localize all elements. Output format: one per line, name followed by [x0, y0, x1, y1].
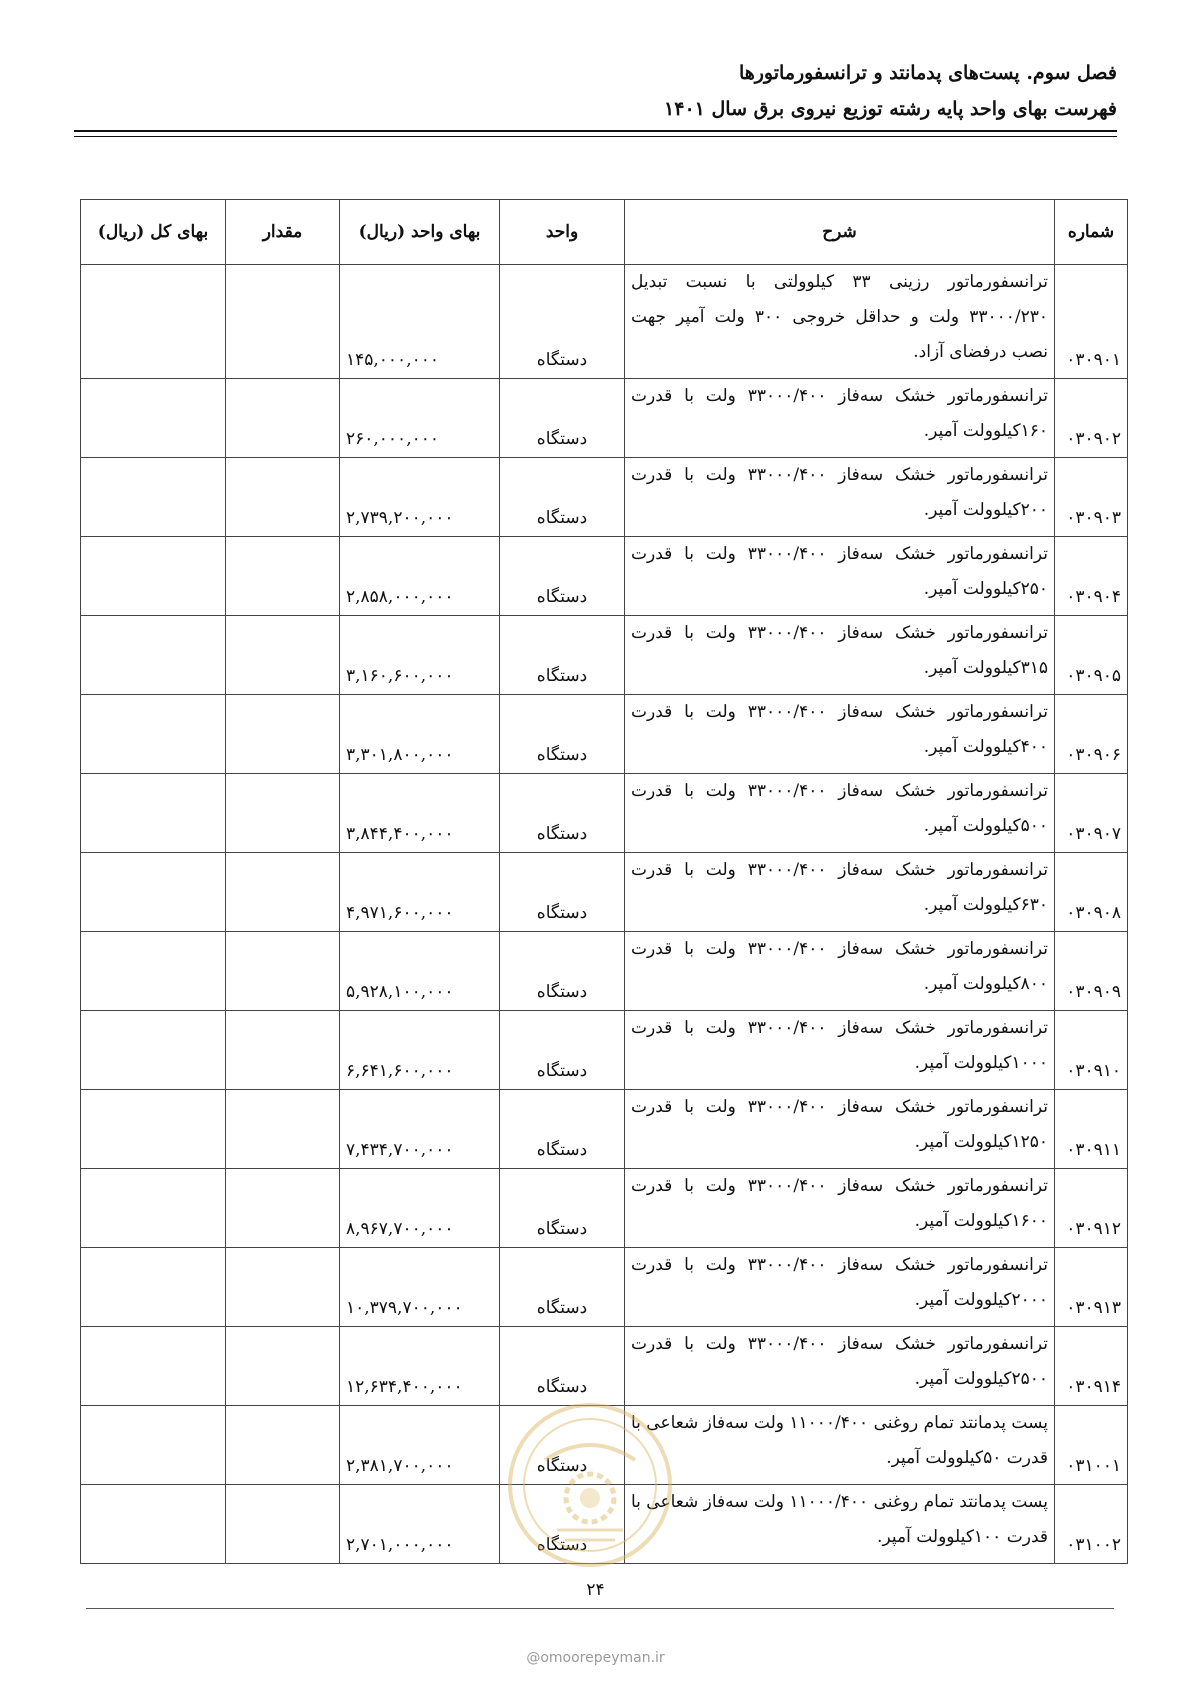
cell-quantity — [226, 774, 340, 853]
cell-unit: دستگاه — [500, 458, 625, 537]
table-row — [81, 1327, 1128, 1406]
cell-description: ترانسفورماتور خشک سه‌فاز ۳۳۰۰۰/۴۰۰ ولت با قدرت ۱۲۵۰کیلوولت آمپر. — [625, 1090, 1055, 1169]
table-row — [81, 537, 1128, 616]
cell-unit: دستگاه — [500, 1011, 625, 1090]
cell-description: ترانسفورماتور خشک سه‌فاز ۳۳۰۰۰/۴۰۰ ولت با قدرت ۲۰۰۰کیلوولت آمپر. — [625, 1248, 1055, 1327]
cell-description: ترانسفورماتور خشک سه‌فاز ۳۳۰۰۰/۴۰۰ ولت با قدرت ۵۰۰کیلوولت آمپر. — [625, 774, 1055, 853]
cell-description: پست پدمانتد تمام روغنی ۱۱۰۰۰/۴۰۰ ولت سه‌فاز شعاعی با قدرت ۱۰۰کیلوولت آمپر. — [625, 1485, 1055, 1564]
cell-description: ترانسفورماتور خشک سه‌فاز ۳۳۰۰۰/۴۰۰ ولت با قدرت ۳۱۵کیلوولت آمپر. — [625, 616, 1055, 695]
cell-unit: دستگاه — [500, 853, 625, 932]
cell-quantity — [226, 616, 340, 695]
cell-total-price — [81, 379, 226, 458]
cell-description: ترانسفورماتور خشک سه‌فاز ۳۳۰۰۰/۴۰۰ ولت با قدرت ۱۰۰۰کیلوولت آمپر. — [625, 1011, 1055, 1090]
table-row — [81, 774, 1128, 853]
cell-total-price — [81, 853, 226, 932]
table-row — [81, 1011, 1128, 1090]
footer-divider — [86, 1608, 1114, 1609]
cell-unit-price: ۳,۱۶۰,۶۰۰,۰۰۰ — [340, 616, 500, 695]
cell-total-price — [81, 616, 226, 695]
cell-quantity — [226, 1090, 340, 1169]
cell-unit-price: ۲,۸۵۸,۰۰۰,۰۰۰ — [340, 537, 500, 616]
table-row — [81, 265, 1128, 379]
cell-unit-price: ۳,۳۰۱,۸۰۰,۰۰۰ — [340, 695, 500, 774]
cell-unit: دستگاه — [500, 537, 625, 616]
cell-code: ۰۳۰۹۰۲ — [1055, 379, 1128, 458]
cell-quantity — [226, 853, 340, 932]
cell-quantity — [226, 932, 340, 1011]
column-header-unit: واحد — [500, 200, 625, 265]
cell-unit-price: ۲۶۰,۰۰۰,۰۰۰ — [340, 379, 500, 458]
cell-quantity — [226, 695, 340, 774]
header-divider-thin — [74, 136, 1117, 137]
cell-total-price — [81, 1169, 226, 1248]
cell-description: ترانسفورماتور خشک سه‌فاز ۳۳۰۰۰/۴۰۰ ولت با قدرت ۲۵۰۰کیلوولت آمپر. — [625, 1327, 1055, 1406]
cell-quantity — [226, 265, 340, 379]
cell-total-price — [81, 1248, 226, 1327]
cell-code: ۰۳۰۹۱۳ — [1055, 1248, 1128, 1327]
cell-description: ترانسفورماتور خشک سه‌فاز ۳۳۰۰۰/۴۰۰ ولت با قدرت ۶۳۰کیلوولت آمپر. — [625, 853, 1055, 932]
cell-code: ۰۳۰۹۰۷ — [1055, 774, 1128, 853]
cell-quantity — [226, 379, 340, 458]
cell-description: پست پدمانتد تمام روغنی ۱۱۰۰۰/۴۰۰ ولت سه‌فاز شعاعی با قدرت ۵۰کیلوولت آمپر. — [625, 1406, 1055, 1485]
seal-watermark — [505, 1400, 675, 1570]
cell-total-price — [81, 265, 226, 379]
cell-unit-price: ۴,۹۷۱,۶۰۰,۰۰۰ — [340, 853, 500, 932]
cell-quantity — [226, 1011, 340, 1090]
cell-description: ترانسفورماتور خشک سه‌فاز ۳۳۰۰۰/۴۰۰ ولت با قدرت ۱۶۰۰کیلوولت آمپر. — [625, 1169, 1055, 1248]
cell-code: ۰۳۰۹۰۶ — [1055, 695, 1128, 774]
column-header-description: شرح — [625, 200, 1055, 265]
cell-total-price — [81, 695, 226, 774]
cell-unit-price: ۶,۶۴۱,۶۰۰,۰۰۰ — [340, 1011, 500, 1090]
cell-unit: دستگاه — [500, 1406, 625, 1485]
page-header — [74, 55, 1117, 127]
cell-unit-price: ۱۲,۶۳۴,۴۰۰,۰۰۰ — [340, 1327, 500, 1406]
cell-unit-price: ۵,۹۲۸,۱۰۰,۰۰۰ — [340, 932, 500, 1011]
cell-unit-price: ۳,۸۴۴,۴۰۰,۰۰۰ — [340, 774, 500, 853]
cell-unit: دستگاه — [500, 1169, 625, 1248]
cell-total-price — [81, 1090, 226, 1169]
cell-unit: دستگاه — [500, 1327, 625, 1406]
cell-code: ۰۳۰۹۱۲ — [1055, 1169, 1128, 1248]
cell-unit-price: ۱۴۵,۰۰۰,۰۰۰ — [340, 265, 500, 379]
cell-quantity — [226, 1248, 340, 1327]
cell-unit-price: ۱۰,۳۷۹,۷۰۰,۰۰۰ — [340, 1248, 500, 1327]
table-header-row — [81, 200, 1128, 265]
table-row — [81, 379, 1128, 458]
cell-unit: دستگاه — [500, 1090, 625, 1169]
cell-total-price — [81, 1406, 226, 1485]
cell-code: ۰۳۱۰۰۱ — [1055, 1406, 1128, 1485]
price-table — [80, 199, 1128, 1564]
table-body — [81, 265, 1128, 1564]
cell-unit: دستگاه — [500, 616, 625, 695]
cell-code: ۰۳۰۹۰۵ — [1055, 616, 1128, 695]
column-header-unit-price: بهای واحد (ریال) — [340, 200, 500, 265]
cell-unit-price: ۲,۷۳۹,۲۰۰,۰۰۰ — [340, 458, 500, 537]
cell-quantity — [226, 1169, 340, 1248]
cell-unit: دستگاه — [500, 1248, 625, 1327]
column-header-quantity: مقدار — [226, 200, 340, 265]
cell-total-price — [81, 1327, 226, 1406]
table-row — [81, 932, 1128, 1011]
cell-description: ترانسفورماتور خشک سه‌فاز ۳۳۰۰۰/۴۰۰ ولت با قدرت ۴۰۰کیلوولت آمپر. — [625, 695, 1055, 774]
cell-unit-price: ۲,۳۸۱,۷۰۰,۰۰۰ — [340, 1406, 500, 1485]
cell-unit: دستگاه — [500, 265, 625, 379]
cell-code: ۰۳۰۹۱۰ — [1055, 1011, 1128, 1090]
table-row — [81, 1090, 1128, 1169]
cell-code: ۰۳۰۹۱۱ — [1055, 1090, 1128, 1169]
chapter-title: فصل سوم. پست‌های پدمانتد و ترانسفورماتورها — [738, 62, 1117, 84]
cell-unit: دستگاه — [500, 379, 625, 458]
cell-description: ترانسفورماتور رزینی ۳۳ کیلوولتی با نسبت تبدیل ۳۳۰۰۰/۲۳۰ ولت و حداقل خروجی ۳۰۰ ولت آمپر جهت نصب درفضای آزاد. — [625, 265, 1055, 379]
table-row — [81, 853, 1128, 932]
cell-quantity — [226, 458, 340, 537]
cell-code: ۰۳۱۰۰۲ — [1055, 1485, 1128, 1564]
cell-code: ۰۳۰۹۰۱ — [1055, 265, 1128, 379]
cell-unit-price: ۲,۷۰۱,۰۰۰,۰۰۰ — [340, 1485, 500, 1564]
cell-unit-price: ۷,۴۳۴,۷۰۰,۰۰۰ — [340, 1090, 500, 1169]
cell-unit: دستگاه — [500, 1485, 625, 1564]
price-list-title: فهرست بهای واحد پایه رشته توزیع نیروی برق سال ۱۴۰۱ — [664, 98, 1117, 120]
cell-total-price — [81, 774, 226, 853]
cell-quantity — [226, 1406, 340, 1485]
cell-total-price — [81, 1485, 226, 1564]
page-number: ۲۴ — [586, 1580, 605, 1600]
table-row — [81, 1169, 1128, 1248]
cell-total-price — [81, 1011, 226, 1090]
table-row — [81, 458, 1128, 537]
cell-quantity — [226, 1327, 340, 1406]
cell-total-price — [81, 458, 226, 537]
watermark-url: @omoorepeyman.ir — [526, 1650, 665, 1666]
column-header-total-price: بهای کل (ریال) — [81, 200, 226, 265]
cell-unit-price: ۸,۹۶۷,۷۰۰,۰۰۰ — [340, 1169, 500, 1248]
cell-description: ترانسفورماتور خشک سه‌فاز ۳۳۰۰۰/۴۰۰ ولت با قدرت ۲۵۰کیلوولت آمپر. — [625, 537, 1055, 616]
table-row — [81, 695, 1128, 774]
column-header-code: شماره — [1055, 200, 1128, 265]
table-row — [81, 1248, 1128, 1327]
cell-unit: دستگاه — [500, 932, 625, 1011]
cell-description: ترانسفورماتور خشک سه‌فاز ۳۳۰۰۰/۴۰۰ ولت با قدرت ۸۰۰کیلوولت آمپر. — [625, 932, 1055, 1011]
table-row — [81, 616, 1128, 695]
header-divider-thick — [74, 130, 1117, 132]
cell-description: ترانسفورماتور خشک سه‌فاز ۳۳۰۰۰/۴۰۰ ولت با قدرت ۲۰۰کیلوولت آمپر. — [625, 458, 1055, 537]
cell-code: ۰۳۰۹۰۳ — [1055, 458, 1128, 537]
cell-quantity — [226, 1485, 340, 1564]
cell-code: ۰۳۰۹۰۴ — [1055, 537, 1128, 616]
cell-code: ۰۳۰۹۱۴ — [1055, 1327, 1128, 1406]
cell-unit: دستگاه — [500, 774, 625, 853]
cell-code: ۰۳۰۹۰۹ — [1055, 932, 1128, 1011]
cell-unit: دستگاه — [500, 695, 625, 774]
cell-total-price — [81, 537, 226, 616]
cell-total-price — [81, 932, 226, 1011]
cell-code: ۰۳۰۹۰۸ — [1055, 853, 1128, 932]
cell-quantity — [226, 537, 340, 616]
cell-description: ترانسفورماتور خشک سه‌فاز ۳۳۰۰۰/۴۰۰ ولت با قدرت ۱۶۰کیلوولت آمپر. — [625, 379, 1055, 458]
